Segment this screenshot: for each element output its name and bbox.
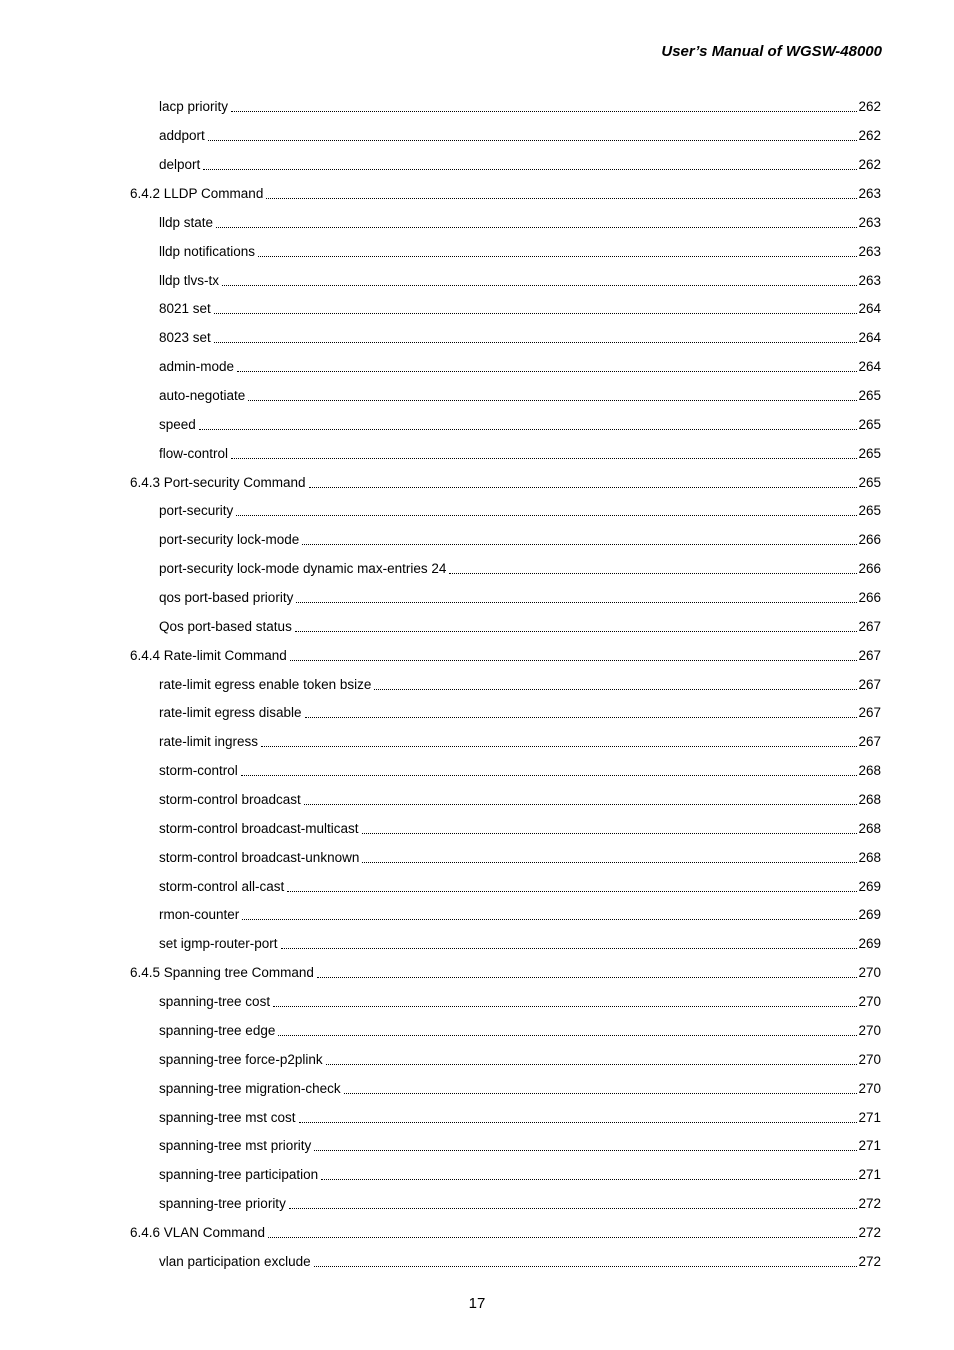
toc-subentry[interactable] (0, 728, 954, 757)
toc-entry-page: 269 (858, 907, 881, 923)
toc-subentry[interactable] (0, 699, 954, 728)
toc-dot-leader (295, 617, 858, 637)
toc-dot-leader (290, 646, 858, 666)
toc-entry-label: flow-control (159, 445, 229, 461)
toc-dot-leader (362, 848, 857, 868)
toc-subentry[interactable] (0, 670, 954, 699)
toc-entry-page: 267 (858, 618, 881, 634)
toc-entry-label: storm-control broadcast-unknown (159, 849, 360, 865)
toc-section-entry[interactable] (0, 468, 954, 497)
toc-subentry[interactable] (0, 872, 954, 901)
toc-entry-label: auto-negotiate (159, 388, 246, 404)
toc-entry-page: 271 (858, 1138, 881, 1154)
toc-entry-page: 268 (858, 820, 881, 836)
toc-entry-page: 270 (858, 1080, 881, 1096)
toc-dot-leader (449, 559, 857, 579)
toc-entry-page: 269 (858, 878, 881, 894)
toc-entry-label: storm-control broadcast-multicast (159, 820, 359, 836)
toc-entry-label: spanning-tree migration-check (159, 1080, 341, 1096)
toc-dot-leader (216, 213, 857, 233)
toc-dot-leader (299, 1108, 858, 1128)
toc-dot-leader (214, 328, 858, 348)
toc-entry-label: admin-mode (159, 359, 235, 375)
toc-dot-leader (237, 357, 857, 377)
toc-dot-leader (273, 992, 857, 1012)
toc-subentry[interactable] (0, 497, 954, 526)
toc-subentry[interactable] (0, 1247, 954, 1276)
toc-entry-page: 264 (858, 359, 881, 375)
toc-subentry[interactable] (0, 266, 954, 295)
toc-dot-leader (268, 1223, 857, 1243)
toc-dot-leader (248, 386, 857, 406)
toc-entry-page: 272 (858, 1253, 881, 1269)
toc-entry-label: spanning-tree force-p2plink (159, 1051, 323, 1067)
toc-entry-label: spanning-tree mst priority (159, 1138, 312, 1154)
toc-dot-leader (321, 1165, 857, 1185)
toc-dot-leader (242, 905, 857, 925)
toc-subentry[interactable] (0, 122, 954, 151)
document-header-title: User’s Manual of WGSW-48000 (661, 43, 882, 60)
toc-entry-page: 263 (858, 214, 881, 230)
toc-subentry[interactable] (0, 1074, 954, 1103)
toc-subentry[interactable] (0, 901, 954, 930)
toc-entry-label: port-security lock-mode dynamic max-entries 24 (159, 561, 447, 577)
toc-dot-leader (287, 877, 857, 897)
toc-entry-page: 265 (858, 388, 881, 404)
toc-subentry[interactable] (0, 786, 954, 815)
toc-section-entry[interactable] (0, 959, 954, 988)
toc-entry-page: 270 (858, 1022, 881, 1038)
toc-dot-leader (222, 271, 857, 291)
toc-dot-leader (314, 1252, 858, 1272)
toc-subentry[interactable] (0, 237, 954, 266)
toc-dot-leader (362, 819, 858, 839)
toc-entry-page: 270 (858, 994, 881, 1010)
toc-dot-leader (203, 155, 857, 175)
toc-entry-page: 262 (858, 99, 881, 115)
table-of-contents (0, 93, 954, 1276)
toc-entry-label: spanning-tree cost (159, 994, 271, 1010)
toc-dot-leader (314, 1136, 857, 1156)
toc-entry-label: addport (159, 128, 205, 144)
toc-entry-label: 6.4.6 VLAN Command (130, 1224, 266, 1240)
toc-entry-page: 268 (858, 763, 881, 779)
toc-subentry[interactable] (0, 324, 954, 353)
page-number: 17 (468, 1295, 486, 1312)
toc-entry-page: 267 (858, 705, 881, 721)
toc-dot-leader (236, 501, 857, 521)
toc-entry-page: 263 (858, 243, 881, 259)
toc-dot-leader (266, 184, 857, 204)
toc-entry-label: delport (159, 157, 201, 173)
toc-subentry[interactable] (0, 1017, 954, 1046)
toc-entry-label: lldp state (159, 214, 214, 230)
toc-entry-label: storm-control broadcast (159, 792, 301, 808)
toc-subentry[interactable] (0, 382, 954, 411)
toc-dot-leader (231, 444, 857, 464)
toc-subentry[interactable] (0, 295, 954, 324)
toc-subentry[interactable] (0, 1045, 954, 1074)
toc-section-entry[interactable] (0, 641, 954, 670)
toc-dot-leader (302, 530, 857, 550)
toc-entry-label: port-security lock-mode (159, 532, 300, 548)
toc-entry-page: 264 (858, 301, 881, 317)
toc-entry-label: port-security (159, 503, 234, 519)
toc-entry-label: spanning-tree edge (159, 1022, 276, 1038)
toc-subentry[interactable] (0, 1190, 954, 1219)
toc-entry-label: rmon-counter (159, 907, 240, 923)
toc-entry-page: 265 (858, 416, 881, 432)
toc-entry-page: 265 (858, 445, 881, 461)
toc-entry-label: lacp priority (159, 99, 229, 115)
toc-entry-label: storm-control (159, 763, 238, 779)
toc-entry-label: 8021 set (159, 301, 211, 317)
toc-entry-label: 6.4.3 Port-security Command (130, 474, 306, 490)
toc-entry-label: vlan participation exclude (159, 1253, 311, 1269)
toc-entry-page: 266 (858, 532, 881, 548)
toc-entry-page: 265 (858, 474, 881, 490)
toc-entry-page: 267 (858, 676, 881, 692)
toc-dot-leader (289, 1194, 858, 1214)
toc-entry-label: rate-limit egress enable token bsize (159, 676, 372, 692)
toc-subentry[interactable] (0, 151, 954, 180)
toc-entry-label: spanning-tree participation (159, 1167, 319, 1183)
toc-entry-page: 272 (858, 1224, 881, 1240)
toc-entry-page: 270 (858, 1051, 881, 1067)
toc-entry-label: 6.4.5 Spanning tree Command (130, 965, 314, 981)
toc-subentry[interactable] (0, 584, 954, 613)
toc-entry-page: 271 (858, 1109, 881, 1125)
toc-entry-label: rate-limit egress disable (159, 705, 302, 721)
toc-entry-page: 268 (858, 849, 881, 865)
toc-dot-leader (296, 588, 857, 608)
toc-entry-page: 267 (858, 734, 881, 750)
toc-dot-leader (281, 934, 858, 954)
toc-dot-leader (241, 761, 858, 781)
toc-dot-leader (231, 97, 857, 117)
toc-entry-page: 265 (858, 503, 881, 519)
toc-subentry[interactable] (0, 930, 954, 959)
toc-entry-page: 272 (858, 1196, 881, 1212)
toc-dot-leader (261, 732, 857, 752)
toc-subentry[interactable] (0, 843, 954, 872)
toc-subentry[interactable] (0, 814, 954, 843)
toc-subentry[interactable] (0, 93, 954, 122)
toc-entry-label: set igmp-router-port (159, 936, 278, 952)
toc-subentry[interactable] (0, 439, 954, 468)
toc-entry-page: 266 (858, 561, 881, 577)
toc-entry-page: 267 (858, 647, 881, 663)
toc-entry-label: spanning-tree mst cost (159, 1109, 296, 1125)
toc-dot-leader (208, 126, 858, 146)
toc-dot-leader (258, 242, 857, 262)
toc-dot-leader (304, 790, 858, 810)
toc-entry-page: 262 (858, 157, 881, 173)
toc-subentry[interactable] (0, 988, 954, 1017)
toc-entry-label: spanning-tree priority (159, 1196, 286, 1212)
toc-dot-leader (305, 703, 858, 723)
toc-entry-page: 264 (858, 330, 881, 346)
toc-entry-label: lldp tlvs-tx (159, 272, 220, 288)
toc-subentry[interactable] (0, 612, 954, 641)
toc-entry-page: 271 (858, 1167, 881, 1183)
toc-dot-leader (278, 1021, 857, 1041)
toc-entry-page: 268 (858, 792, 881, 808)
toc-dot-leader (317, 963, 858, 983)
toc-subentry[interactable] (0, 410, 954, 439)
toc-entry-label: qos port-based priority (159, 590, 294, 606)
toc-subentry[interactable] (0, 1103, 954, 1132)
toc-dot-leader (214, 299, 858, 319)
toc-subentry[interactable] (0, 353, 954, 382)
toc-dot-leader (309, 473, 858, 493)
toc-subentry[interactable] (0, 526, 954, 555)
toc-entry-label: storm-control all-cast (159, 878, 285, 894)
toc-subentry[interactable] (0, 757, 954, 786)
toc-entry-page: 263 (858, 186, 881, 201)
toc-dot-leader (199, 415, 858, 435)
toc-entry-label: 8023 set (159, 330, 211, 346)
toc-entry-page: 262 (858, 128, 881, 144)
toc-dot-leader (374, 675, 857, 695)
toc-section-entry[interactable] (0, 1219, 954, 1248)
toc-entry-label: Qos port-based status (159, 618, 292, 634)
toc-entry-page: 269 (858, 936, 881, 952)
toc-dot-leader (326, 1050, 858, 1070)
toc-section-entry[interactable] (0, 180, 954, 209)
toc-entry-page: 270 (858, 965, 881, 981)
toc-entry-page: 263 (858, 272, 881, 288)
toc-entry-label: rate-limit ingress (159, 734, 259, 750)
toc-subentry[interactable] (0, 1161, 954, 1190)
toc-subentry[interactable] (0, 555, 954, 584)
toc-entry-label: 6.4.2 LLDP Command (130, 186, 264, 201)
toc-subentry[interactable] (0, 208, 954, 237)
toc-dot-leader (344, 1079, 858, 1099)
toc-subentry[interactable] (0, 1132, 954, 1161)
toc-entry-label: speed (159, 416, 196, 432)
toc-entry-label: lldp notifications (159, 243, 256, 259)
toc-entry-label: 6.4.4 Rate-limit Command (130, 647, 287, 663)
toc-entry-page: 266 (858, 590, 881, 606)
